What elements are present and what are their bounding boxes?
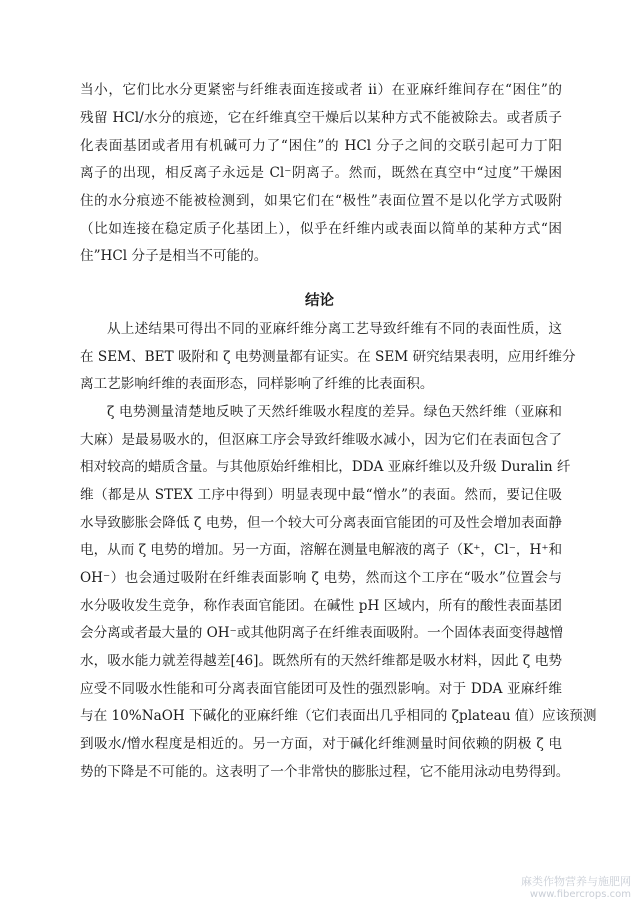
- text-line: 应受不同吸水性能和可分离表面官能团可及性的强烈影响。对于 DDA 亚麻纤维: [80, 681, 562, 697]
- section-heading: 结论: [305, 293, 334, 309]
- text-line: 与在 10%NaOH 下碱化的亚麻纤维（它们表面出几乎相同的 ζplateau 值）应该预测: [80, 708, 597, 724]
- text-line: 会分离或者最大量的 OH⁻或其他阴离子在纤维表面吸附。一个固体表面变得越憎: [80, 625, 564, 641]
- text-line: 势的下降是不可能的。这表明了一个非常快的膨胀过程，它不能用泳动电势得到。: [80, 764, 570, 780]
- text-line: 离工艺影响纤维的表面形态，同样影响了纤维的比表面积。: [80, 376, 434, 392]
- watermark: [521, 875, 631, 901]
- text-line: 在 SEM、BET 吸附和 ζ 电势测量都有证实。在 SEM 研究结果表明，应用纤维分: [80, 349, 576, 365]
- text-line: OH⁻）也会通过吸附在纤维表面影响 ζ 电势，然而这个工序在“吸水”位置会与: [80, 570, 562, 586]
- text-line: 离子的出现，相反离子永远是 Cl⁻阴离子。然而，既然在真空中“过度”干燥困: [80, 165, 562, 181]
- text-line: 水分吸收发生竞争，称作表面官能团。在碱性 pH 区域内，所有的酸性表面基团: [80, 598, 562, 614]
- text-line: 从上述结果可得出不同的亚麻纤维分离工艺导致纤维有不同的表面性质，这: [107, 321, 562, 337]
- text-line: 到吸水/憎水程度是相近的。另一方面，对于碱化纤维测量时间依赖的阴极 ζ 电: [80, 736, 562, 752]
- text-line: 相对较高的蜡质含量。与其他原始纤维相比，DDA 亚麻纤维以及升级 Duralin 纤: [80, 459, 571, 475]
- text-line: 水导致膨胀会降低 ζ 电势，但一个较大可分离表面官能团的可及性会增加表面静: [80, 515, 562, 531]
- text-line: 住的水分痕迹不能被检测到，如果它们在“极性”表面位置不是以化学方式吸附: [80, 193, 562, 209]
- text-line: （比如连接在稳定质子化基团上），似乎在纤维内或表面以简单的某种方式“困: [80, 221, 562, 237]
- text-line: 电，从而 ζ 电势的增加。另一方面，溶解在测量电解液的离子（K⁺，Cl⁻，H⁺和: [80, 542, 563, 558]
- text-line: ζ 电势测量清楚地反映了天然纤维吸水程度的差异。绿色天然纤维（亚麻和: [107, 404, 562, 420]
- watermark-url: www.fibercrops.com: [529, 889, 631, 900]
- text-line: 大麻）是最易吸水的，但沤麻工序会导致纤维吸水减小，因为它们在表面包含了: [80, 432, 562, 448]
- text-line: 当小，它们比水分更紧密与纤维表面连接或者 ii）在亚麻纤维间存在“困住”的: [80, 82, 562, 98]
- watermark-text: 麻类作物营养与施肥网: [521, 875, 631, 888]
- text-line: 水，吸水能力就差得越差[46]。既然所有的天然纤维都是吸水材料，因此 ζ 电势: [80, 653, 562, 669]
- text-line: 住”HCl 分子是相当不可能的。: [80, 248, 268, 264]
- text-line: 维（都是从 STEX 工序中得到）明显表现中最“憎水”的表面。然而，要记住吸: [80, 487, 562, 503]
- text-line: 化表面基团或者用有机碱可力了“困住”的 HCl 分子之间的交联引起可力丁阳: [80, 138, 562, 154]
- text-line: 残留 HCl/水分的痕迹，它在纤维真空干燥后以某种方式不能被除去。或者质子: [80, 110, 562, 126]
